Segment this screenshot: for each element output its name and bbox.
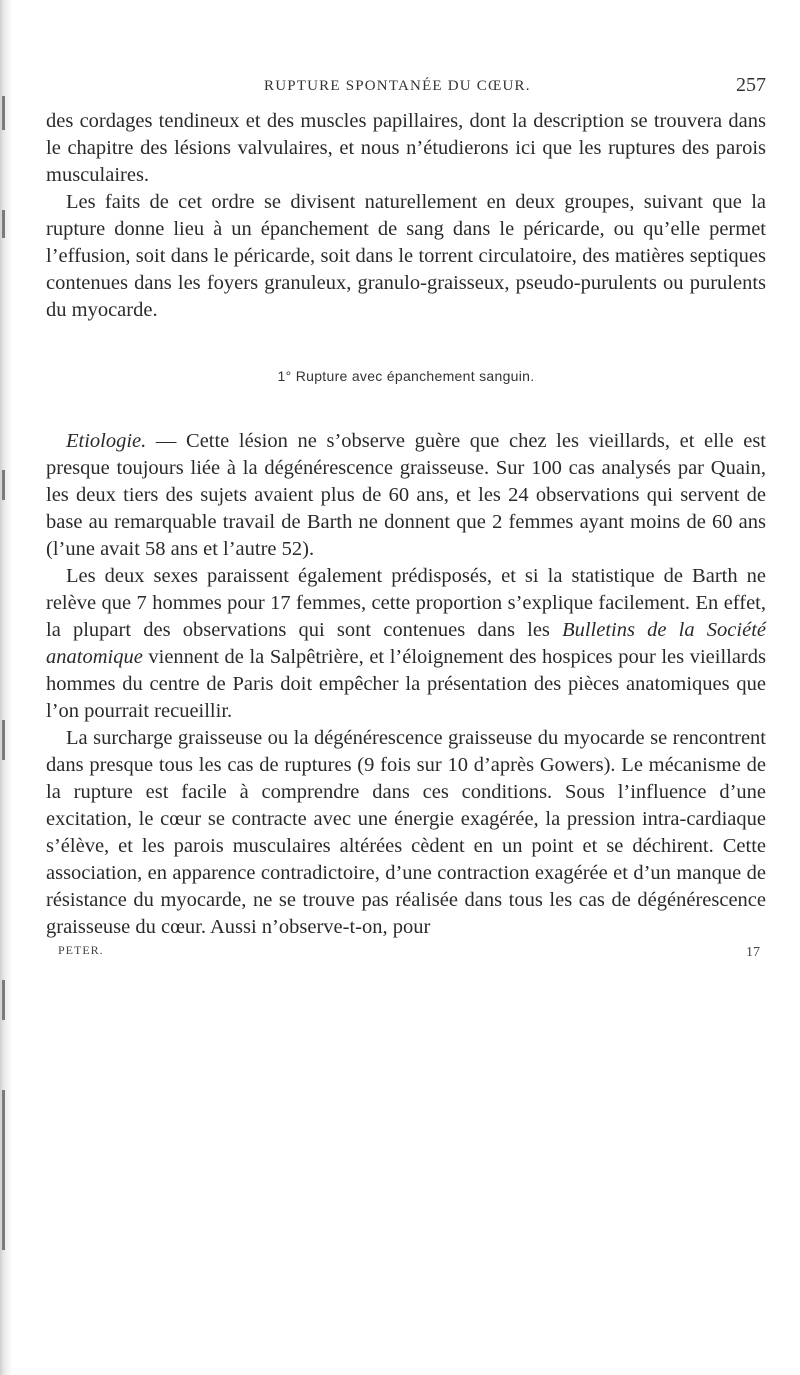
binding-mark	[2, 980, 5, 1020]
binding-mark	[2, 210, 5, 238]
running-title: RUPTURE SPONTANÉE DU CŒUR.	[264, 78, 531, 94]
section-heading: 1° Rupture avec épanchement sanguin.	[277, 368, 535, 384]
sexes-text-after: viennent de la Salpêtrière, et l’éloignement des hospices pour les vieillards hommes du centre de Paris doit empêcher la présentation des pièces anatomiques que l’on pourrait recueillir.	[46, 646, 766, 722]
signature-mark: PETER.	[58, 943, 104, 957]
paragraph-etiology	[46, 428, 766, 563]
etiology-lead: Etiologie.	[66, 430, 147, 452]
paragraph-groups: Les faits de cet ordre se divisent naturellement en deux groupes, suivant que la rupture donne lieu à un épanchement de sang dans le péricarde, ou qu’elle permet l’effusion, soit dans le péricarde, soit dans le torrent circulatoire, des matières septiques contenues dans les foyers granuleux, granulo-graisseux, pseudo-purulents ou purulents du myocarde.	[46, 191, 766, 321]
binding-edge	[0, 0, 12, 1375]
binding-mark	[2, 1090, 5, 1250]
page-footer	[46, 943, 766, 965]
bulletins-title: Bulletins de la Société anatomique	[46, 619, 766, 668]
paragraph-mechanism: La surcharge graisseuse ou la dégénérescence graisseuse du myocarde se rencontrent dans presque tous les cas de ruptures (9 fois sur 10 d’après Gowers). Le mécanisme de la rupture est facile à comprendre dans ces conditions. Sous l’influence d’une excitation, le cœur se contracte avec une énergie exagérée, la pression intra-cardiaque s’élève, et les parois musculaires altérées cèdent en un point et se déchirent. Cette association, en apparence contradictoire, d’une contraction exagérée et d’un manque de résistance du myocarde, ne se trouve pas réalisée dans tous les cas de dégénérescence graisseuse du cœur. Aussi n’observe-t-on, pour	[46, 727, 766, 938]
binding-mark	[2, 720, 5, 760]
sexes-text-before: Les deux sexes paraissent également prédisposés, et si la statistique de Barth ne relève que 7 hommes pour 17 femmes, cette proportion s’explique facilement. En effet, la plupart des observations qui sont contenues dans les	[46, 565, 766, 641]
binding-mark	[2, 96, 5, 130]
page-number: 257	[736, 74, 766, 96]
running-head	[46, 74, 766, 108]
page	[46, 74, 766, 965]
signature-number: 17	[746, 945, 760, 960]
paragraph-sexes	[46, 563, 766, 725]
paragraph-continuation: des cordages tendineux et des muscles papillaires, dont la description se trouvera dans le chapitre des lésions valvulaires, et nous n’étudierons ici que les ruptures des parois musculaires.	[46, 110, 766, 186]
binding-mark	[2, 470, 5, 500]
etiology-text: — Cette lésion ne s’observe guère que chez les vieillards, et elle est presque toujours liée à la dégénérescence graisseuse. Sur 100 cas analysés par Quain, les deux tiers des sujets avaient plus de 60 ans, et les 24 observations qui servent de base au remarquable travail de Barth ne donnent que 2 femmes ayant moins de 60 ans (l’une avait 58 ans et l’autre 52).	[46, 430, 766, 560]
